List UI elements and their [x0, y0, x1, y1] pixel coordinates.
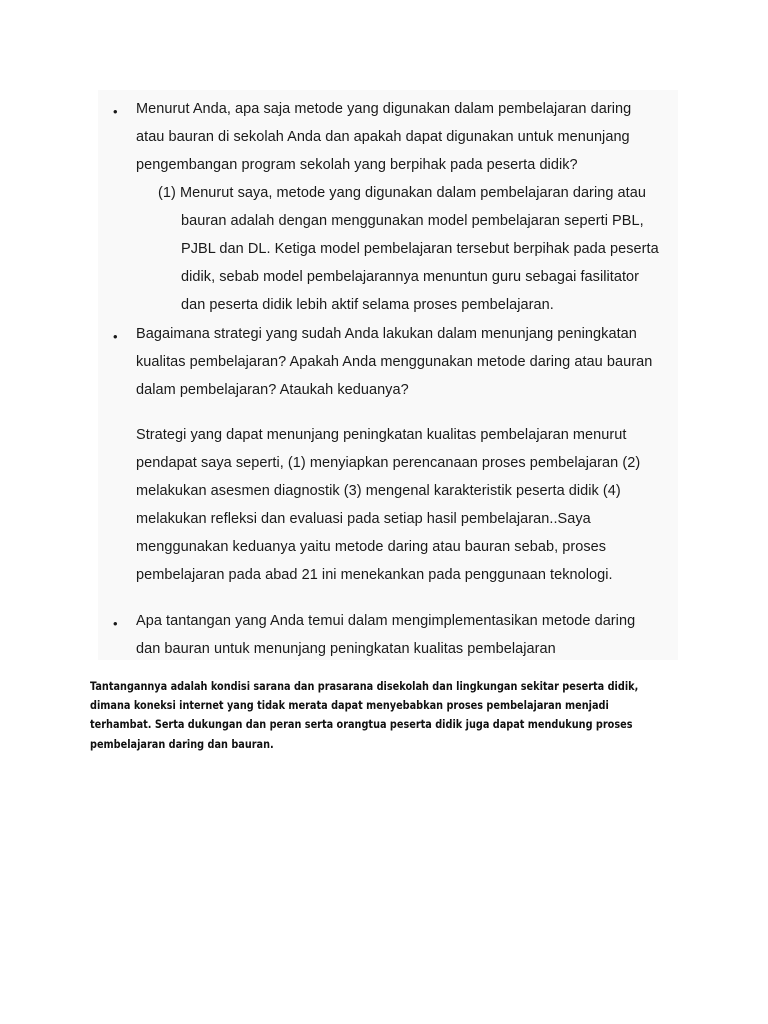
answer-2-line: pendapat saya seperti, (1) menyiapkan perencanaan proses pembelajaran (2) [136, 454, 641, 471]
answer-1-line: didik, sebab model pembelajarannya menuntun guru sebagai fasilitator [181, 268, 640, 285]
answer-1-line: dan peserta didik lebih aktif selama proses pembelajaran. [181, 296, 554, 313]
answer-1-line: PJBL dan DL. Ketiga model pembelajaran tersebut berpihak pada peserta [181, 240, 659, 257]
answer-3 [90, 677, 638, 754]
answer-2-line: pembelajaran pada abad 21 ini menekankan pada penggunaan teknologi. [136, 566, 613, 583]
bullet-icon: • [113, 329, 118, 344]
question-3-line: Apa tantangan yang Anda temui dalam mengimplementasikan metode daring [136, 613, 636, 629]
answer-3-line: dimana koneksi internet yang tidak merata dapat menyebabkan proses pembelajaran menjadi [90, 699, 609, 713]
answer-2-line: Strategi yang dapat menunjang peningkatan kualitas pembelajaran menurut [136, 427, 627, 443]
question-2-line: Bagaimana strategi yang sudah Anda lakukan dalam menunjang peningkatan [136, 326, 637, 342]
question-1 [136, 96, 631, 180]
answer-2-line: melakukan refleksi dan evaluasi pada setiap hasil pembelajaran..Saya [136, 510, 591, 527]
answer-2-line: melakukan asesmen diagnostik (3) mengenal karakteristik peserta didik (4) [136, 482, 621, 499]
answer-3-line: pembelajaran daring dan bauran. [90, 737, 274, 751]
bullet-icon: • [113, 104, 118, 119]
question-2-line: dalam pembelajaran? Ataukah keduanya? [136, 381, 409, 398]
question-1-line: atau bauran di sekolah Anda dan apakah dapat digunakan untuk menunjang [136, 128, 630, 145]
answer-3-line: terhambat. Serta dukungan dan peran serta orangtua peserta didik juga dapat mendukung proses [90, 718, 633, 732]
question-3-line: dan bauran untuk menunjang peningkatan kualitas pembelajaran [136, 640, 556, 657]
question-1-line: Menurut Anda, apa saja metode yang digunakan dalam pembelajaran daring [136, 101, 632, 117]
answer-3-line: Tantangannya adalah kondisi sarana dan prasarana disekolah dan lingkungan sekitar peserta didik, [90, 680, 639, 693]
answer-2 [136, 422, 640, 589]
question-1-line: pengembangan program sekolah yang berpihak pada peserta didik? [136, 156, 578, 173]
answer-1-line: bauran adalah dengan menggunakan model pembelajaran seperti PBL, [181, 212, 644, 229]
answer-2-line: menggunakan keduanya yaitu metode daring atau bauran sebab, proses [136, 538, 607, 555]
question-3 [136, 608, 635, 664]
question-2-line: kualitas pembelajaran? Apakah Anda menggunakan metode daring atau bauran [136, 353, 653, 370]
answer-1 [158, 180, 659, 320]
answer-1-line: (1) Menurut saya, metode yang digunakan dalam pembelajaran daring atau [158, 185, 646, 201]
bullet-icon: • [113, 616, 118, 631]
question-2 [136, 321, 652, 405]
